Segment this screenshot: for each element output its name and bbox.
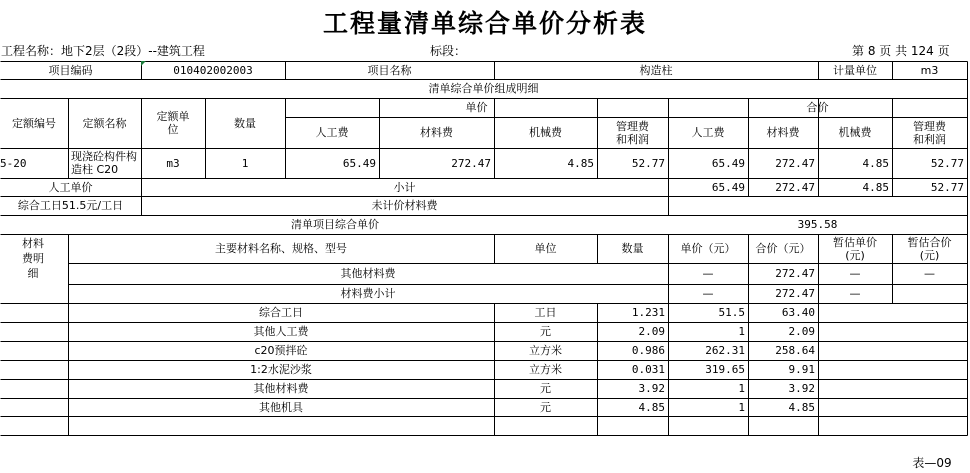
quota-name: 现浇砼构件构造柱 C20 xyxy=(71,150,137,176)
quota-code: 5-20 xyxy=(0,156,27,170)
col-unit-labor: 人工费 xyxy=(315,126,349,139)
resource-unit-price: 1 xyxy=(738,401,745,414)
resource-unit: 工日 xyxy=(534,306,557,319)
resource-unit-price: 51.5 xyxy=(718,306,745,319)
quota-t-material: 272.47 xyxy=(775,156,815,170)
quota-u-mgmt: 52.77 xyxy=(631,156,665,170)
resource-total: 2.09 xyxy=(788,325,815,338)
material-subtotal-total: 272.47 xyxy=(775,287,815,300)
col-unit-material: 材料费 xyxy=(420,126,453,139)
resource-total: 9.91 xyxy=(788,363,815,376)
subtotal-labor: 65.49 xyxy=(711,180,745,194)
mat-col-qty: 数量 xyxy=(621,242,644,255)
resource-qty: 4.85 xyxy=(638,401,665,414)
other-material-est-total: — xyxy=(924,267,935,280)
col-total-machine: 机械费 xyxy=(838,126,872,139)
quota-qty: 1 xyxy=(241,156,249,170)
col-quota-unit: 定额单位 xyxy=(156,110,190,136)
col-quota-code: 定额编号 xyxy=(12,116,56,130)
col-total-labor: 人工费 xyxy=(691,126,725,139)
resource-unit-price: 319.65 xyxy=(705,363,745,376)
resource-name: 其他机具 xyxy=(259,401,303,414)
form-code: 表—09 xyxy=(912,456,952,470)
other-material-est-unit: — xyxy=(849,267,861,280)
resource-unit: 元 xyxy=(540,382,551,395)
page-info: 第 8 页 共 124 页 xyxy=(852,44,950,58)
resource-name: 其他人工费 xyxy=(253,325,309,338)
unpriced-material-label: 未计价材料费 xyxy=(371,199,438,212)
resource-qty: 0.031 xyxy=(631,363,665,376)
resource-unit: 元 xyxy=(540,325,551,338)
col-unit-price-group: 单价 xyxy=(465,101,488,114)
unit-price-label: 清单项目综合单价 xyxy=(291,218,379,231)
material-detail-side-label: 材料费明细 xyxy=(22,237,44,280)
mat-col-total: 合价（元） xyxy=(755,242,811,255)
other-material-total: 272.47 xyxy=(775,267,815,280)
quota-t-labor: 65.49 xyxy=(711,156,745,170)
quota-u-material: 272.47 xyxy=(451,156,491,170)
col-quantity: 数量 xyxy=(234,116,256,130)
measure-unit-value: m3 xyxy=(920,63,939,77)
other-material-unit-price: — xyxy=(702,267,714,280)
col-unit-machine: 机械费 xyxy=(529,126,562,139)
col-quota-name: 定额名称 xyxy=(82,116,127,130)
page-title: 工程量清单综合单价分析表 xyxy=(322,9,647,38)
resource-unit-price: 262.31 xyxy=(705,344,745,357)
resource-qty: 3.92 xyxy=(638,382,665,395)
labor-rate-label: 人工单价 xyxy=(48,180,93,194)
item-code-value: 010402002003 xyxy=(173,63,253,77)
other-material-label: 其他材料费 xyxy=(340,267,396,280)
col-total-price-group: 合价 xyxy=(806,101,829,114)
quota-unit: m3 xyxy=(166,156,180,170)
quota-t-machine: 4.85 xyxy=(862,156,889,170)
resource-unit-price: 1 xyxy=(738,382,745,395)
project-name: 工程名称：地下2层（2段）--建筑工程 xyxy=(1,44,205,58)
item-name-label: 项目名称 xyxy=(367,63,412,77)
resource-total: 258.64 xyxy=(775,344,815,357)
resource-name: 1:2水泥沙浆 xyxy=(250,363,312,376)
quota-t-mgmt: 52.77 xyxy=(930,156,964,170)
subtotal-material: 272.47 xyxy=(775,180,815,194)
resource-unit: 元 xyxy=(540,401,551,414)
item-name-value: 构造柱 xyxy=(639,63,673,77)
resource-unit: 立方米 xyxy=(529,363,562,376)
resource-qty: 2.09 xyxy=(638,325,665,338)
material-subtotal-unit-price: — xyxy=(702,287,714,300)
item-code-label: 项目编码 xyxy=(48,63,93,77)
mat-col-est-unit: 暂估单价(元) xyxy=(833,235,877,262)
resource-name: 其他材料费 xyxy=(253,382,309,395)
section-label: 标段： xyxy=(430,44,467,58)
labor-rate-value: 综合工日51.5元/工日 xyxy=(17,199,124,212)
quota-u-labor: 65.49 xyxy=(342,156,376,170)
cell-comment-marker xyxy=(141,61,146,66)
resource-name: c20预拌砼 xyxy=(254,344,308,357)
subtotal-mgmt: 52.77 xyxy=(930,180,964,194)
subtotal-label: 小计 xyxy=(393,180,416,194)
resource-total: 63.40 xyxy=(781,306,815,319)
resource-total: 4.85 xyxy=(788,401,815,414)
detail-section-title: 清单综合单价组成明细 xyxy=(428,82,539,95)
material-subtotal-est-unit: — xyxy=(849,287,861,300)
resource-total: 3.92 xyxy=(788,382,815,395)
col-total-mgmt: 管理费和利润 xyxy=(913,119,946,146)
mat-col-name: 主要材料名称、规格、型号 xyxy=(215,242,347,255)
resource-name: 综合工日 xyxy=(259,306,303,319)
col-unit-mgmt: 管理费和利润 xyxy=(616,119,649,146)
material-subtotal-label: 材料费小计 xyxy=(340,287,396,300)
resource-qty: 0.986 xyxy=(631,344,665,357)
col-total-material: 材料费 xyxy=(766,126,800,139)
resource-unit-price: 1 xyxy=(738,325,745,338)
subtotal-machine: 4.85 xyxy=(862,180,889,194)
quota-u-machine: 4.85 xyxy=(567,156,594,170)
measure-unit-label: 计量单位 xyxy=(833,63,877,77)
resource-unit: 立方米 xyxy=(529,344,562,357)
resource-qty: 1.231 xyxy=(631,306,665,319)
mat-col-unit: 单位 xyxy=(534,242,557,255)
mat-col-est-total: 暂估合价(元) xyxy=(907,235,952,262)
unit-price-value: 395.58 xyxy=(797,218,838,231)
mat-col-unit-price: 单价（元） xyxy=(680,242,736,255)
